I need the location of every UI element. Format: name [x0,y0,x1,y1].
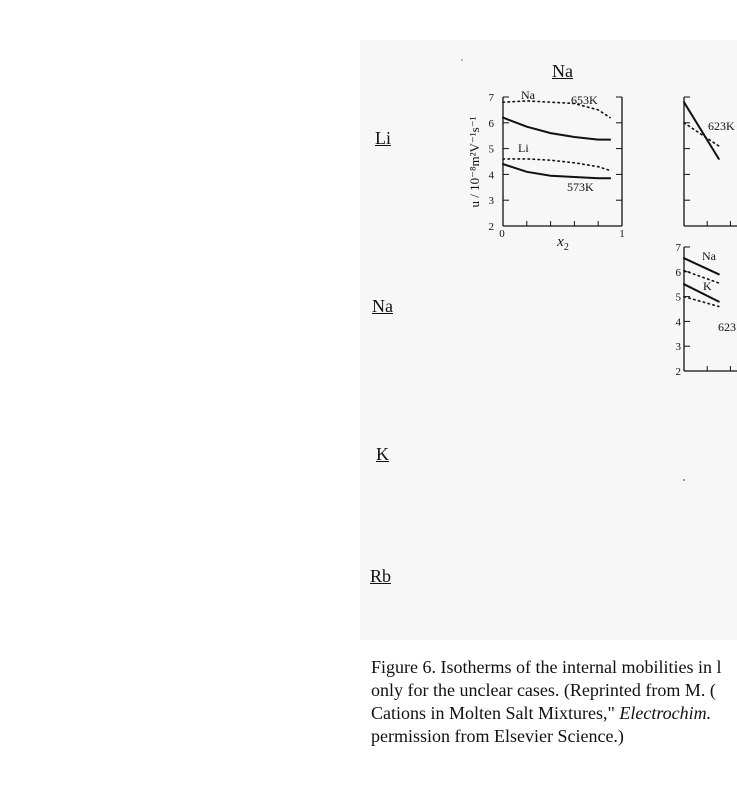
caption-line-3-text: Cations in Molten Salt Mixtures," [371,703,620,723]
scan-speck [683,479,685,481]
y-tick-label: 3 [675,341,681,354]
y-axis-label: u / 10⁻⁸m²V⁻¹s⁻¹ [467,116,482,208]
row-label-li: Li [375,128,391,148]
x-axis-label-subscript: 2 [563,242,569,253]
annotation-li: Li [518,141,529,155]
y-tick-label: 7 [675,242,681,254]
annotation-623k: 623K [708,119,735,133]
caption-line-1: Figure 6. Isotherms of the internal mobilities in l [371,657,722,677]
y-tick-label: 7 [488,92,494,104]
y-tick-label: 6 [675,266,681,279]
row-label-na: Na [372,296,393,316]
panel-2 [684,247,737,371]
annotation-623: 623 [718,320,736,334]
caption-line-3 [371,702,737,725]
annotation-573k: 573K [567,180,594,194]
caption-line-2: only for the unclear cases. (Reprinted from M. ( [371,680,716,700]
x-tick-label: 1 [619,228,625,240]
y-tick-label: 4 [488,169,494,182]
figure-caption [371,656,737,748]
annotation-na: Na [702,249,716,263]
caption-journal: Electrochim. [619,703,712,723]
x-tick-label: 0 [499,228,505,240]
annotation-k: K [703,279,712,293]
row-label-k: K [376,444,389,464]
series-line-1 [503,118,610,140]
caption-line-4: permission from Elsevier Science.) [371,726,624,746]
series-line-2 [684,284,719,301]
column-label-na: Na [552,61,573,81]
y-tick-label: 4 [675,316,681,329]
y-tick-label: 6 [488,117,494,130]
y-tick-label: 3 [488,195,494,208]
x-axis-label: $x_2$ [557,234,569,253]
scan-speck [461,59,462,60]
panel-1 [684,97,737,226]
panel-0 [503,97,622,226]
y-tick-label: 2 [675,366,681,378]
annotation-653k: 653K [571,93,598,107]
y-tick-label: 5 [675,291,681,304]
row-label-rb: Rb [370,566,392,586]
annotation-na: Na [521,88,535,102]
y-tick-label: 5 [488,143,494,156]
y-tick-label: 2 [488,221,494,233]
